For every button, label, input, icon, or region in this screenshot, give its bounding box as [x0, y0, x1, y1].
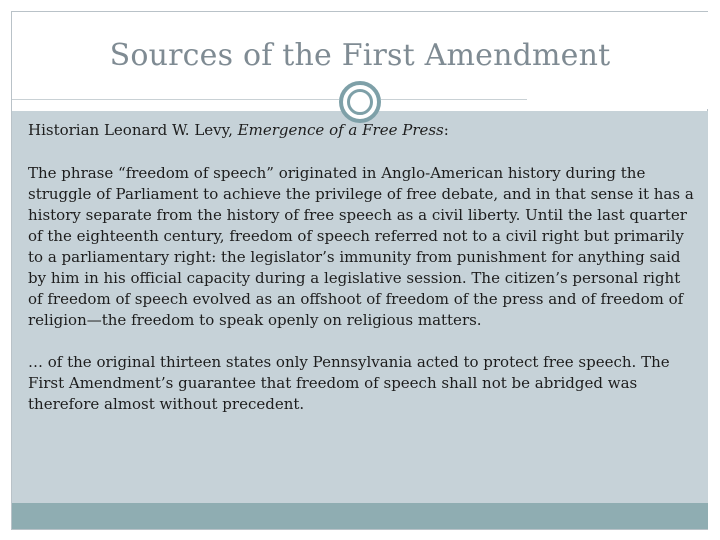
title-divider-right: [381, 99, 527, 100]
quote-paragraph-2: … of the original thirteen states only Pennsylvania acted to protect free speech. The First Amendment’s guarantee that freedom of speech shall not be abridged was therefore almost without precedent.: [28, 353, 670, 413]
book-title: Emergence of a Free Press: [237, 121, 444, 139]
slide-title: Sources of the First Amendment: [109, 38, 611, 73]
title-divider-left: [12, 99, 339, 100]
body-text: [28, 120, 698, 415]
circle-ornament-icon: [339, 81, 381, 123]
quote-paragraph-1: The phrase “freedom of speech” originated in Anglo-American history during the struggle of Parliament to achieve the privilege of free debate, and in that sense it has a history separate from the history of free speech as a civil liberty. Until the last quarter of the eighteenth century, freedom of speech referred not to a civil right but primarily to a parliamentary right: the legislator’s immunity from punishment for anything said by him in his official capacity during a legislative session. The citizen’s personal right of freedom of speech evolved as an offshoot of freedom of the press and of freedom of religion—the freedom to speak openly on religious matters.: [28, 164, 694, 329]
intro-suffix: :: [443, 121, 449, 139]
circle-ornament-inner: [347, 89, 373, 115]
bottom-bar: [12, 503, 708, 529]
intro-prefix: Historian Leonard W. Levy,: [28, 121, 238, 139]
intro-line: [28, 120, 698, 141]
